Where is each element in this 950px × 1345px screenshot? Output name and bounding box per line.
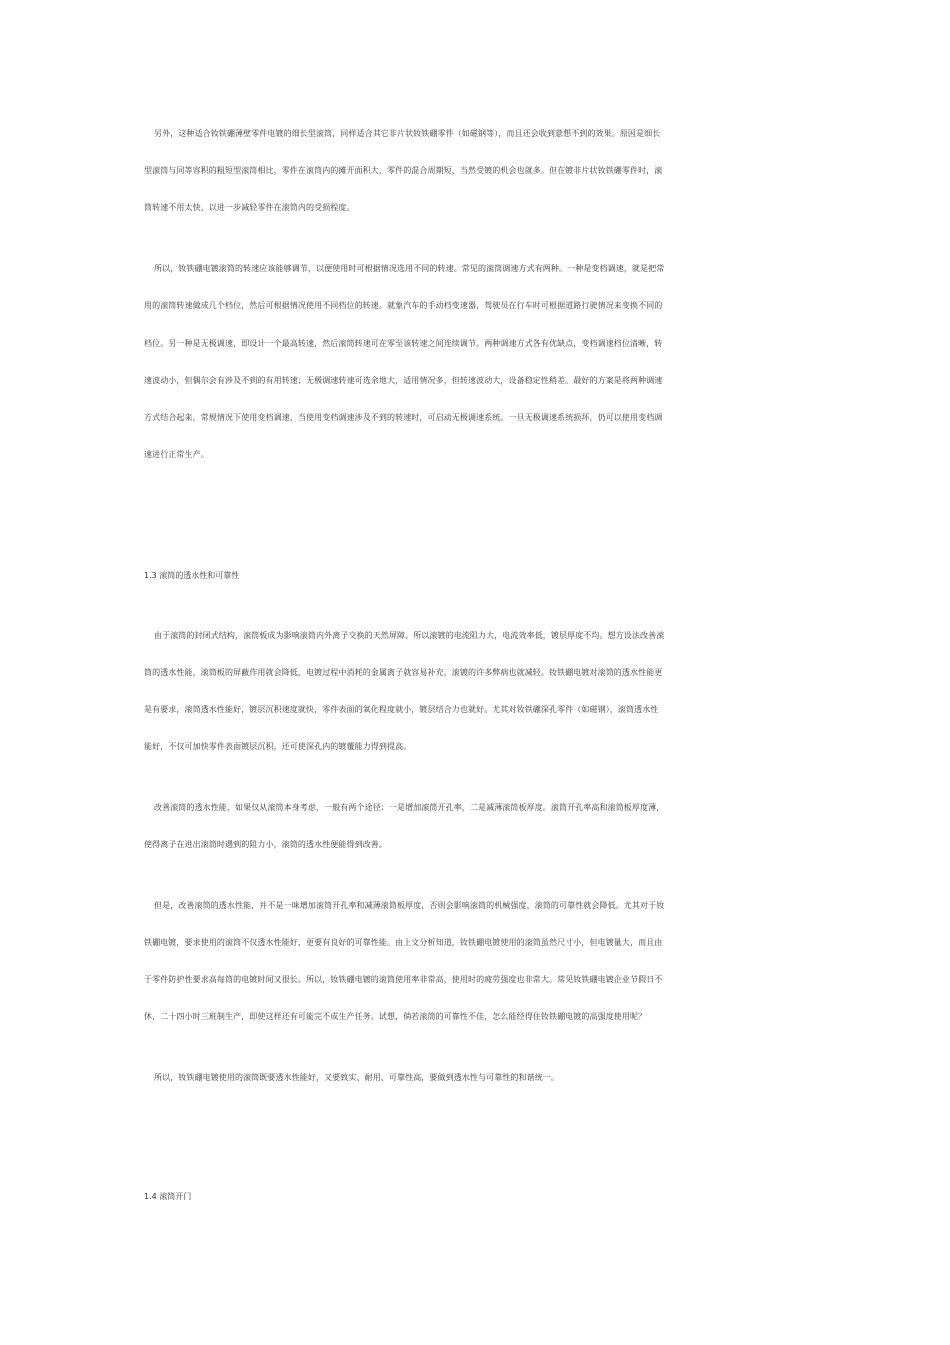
- paragraph-1-line-2: 型滚筒与同等容积的粗短型滚筒相比，零件在滚筒内的摊开面积大，零件的混合周期短，当然受镀的机会也就多。但在镀非片状钕铁硼零件时，滚: [144, 166, 663, 175]
- paragraph-2-line-4: 速波动小，但偶尔会有涉及不到的有用转速；无极调速转速可选余地大，适用情况多，但转速波动大，设备稳定性稍差。最好的方案是将两种调速: [144, 376, 663, 385]
- paragraph-4-line-1: 改善滚筒的透水性能，如果仅从滚筒本身考虑，一般有两个途径：一是增加滚筒开孔率，二是减薄滚筒板厚度。滚筒开孔率高和滚筒板厚度薄，: [154, 803, 665, 812]
- paragraph-1-line-1: 另外，这种适合钕铁硼薄壁零件电镀的细长型滚筒，同样适合其它非片状钕铁硼零件（如磁钢等），而且还会收到意想不到的效果。原因是细长: [154, 129, 661, 138]
- paragraph-2-line-3: 档位。另一种是无极调速，即设计一个最高转速，然后滚筒转速可在零至该转速之间连续调节。两种调速方式各有优缺点，变档调速档位清晰，转: [144, 339, 663, 348]
- paragraph-3-line-4: 能好，不仅可加快零件表面镀层沉积，还可使深孔内的镀覆能力得到提高。: [144, 742, 412, 751]
- paragraph-5-line-3: 于零件防护性要求高每筒的电镀时间又很长。所以，钕铁硼电镀的滚筒使用率非常高，使用时的疲劳强度也非常大。常见钕铁硼电镀企业节假日不: [144, 975, 663, 984]
- paragraph-2-line-1: 所以，钕铁硼电镀滚筒的转速应该能够调节，以便使用时可根据情况选用不同的转速。常见的滚筒调速方式有两种。一种是变档调速，就是把常: [154, 264, 665, 273]
- paragraph-2-line-5: 方式结合起来，常规情况下使用变档调速，当使用变档调速涉及不到的转速时，可启动无极调速系统。一旦无极调速系统损坏，仍可以使用变档调: [144, 413, 663, 422]
- paragraph-3-line-2: 筒的透水性能，滚筒板的屏蔽作用就会降低，电镀过程中消耗的金属离子就容易补充，滚镀的许多弊病也就减轻。钕铁硼电镀对滚筒的透水性能更: [144, 668, 663, 677]
- section-heading-1-4: 1.4 滚筒开门: [144, 1192, 192, 1201]
- paragraph-6-line-1: 所以，钕铁硼电镀使用的滚筒既要透水性能好，又要致实、耐用、可靠性高，要做到透水性与可靠性的和谐统一。: [154, 1073, 559, 1082]
- paragraph-3-line-3: 是有要求，滚筒透水性能好，镀层沉积速度就快，零件表面的氧化程度就小，镀层结合力也就好。尤其对钕铁硼深孔零件（如磁钢），滚筒透水性: [144, 705, 659, 714]
- section-heading-1-3: 1.3 滚筒的透水性和可靠性: [144, 571, 240, 580]
- paragraph-5-line-4: 休，二十四小时三班制生产，即使这样还有可能完不成生产任务。试想，倘若滚筒的可靠性不佳，怎么能经得住钕铁硼电镀的高强度使用呢？: [144, 1012, 647, 1021]
- paragraph-5-line-2: 铁硼电镀，要求使用的滚筒不仅透水性能好，更要有良好的可靠性能。由上文分析知道，钕铁硼电镀使用的滚筒虽然尺寸小，但电镀量大，而且由: [144, 938, 663, 947]
- paragraph-2-line-6: 速进行正常生产。: [144, 450, 209, 459]
- paragraph-3-line-1: 由于滚筒的封闭式结构，滚筒板成为影响滚筒内外离子交换的天然屏障。所以滚镀的电流阻力大，电流效率低，镀层厚度不均。想方设法改善滚: [154, 631, 665, 640]
- paragraph-5-line-1: 但是，改善滚筒的透水性能，并不是一味增加滚筒开孔率和减薄滚筒板厚度，否则会影响滚筒的机械强度，滚筒的可靠性就会降低。尤其对于钕: [154, 901, 665, 910]
- paragraph-4-line-2: 使得离子在进出滚筒时遇到的阻力小，滚筒的透水性便能得到改善。: [144, 840, 387, 849]
- paragraph-2-line-2: 用的滚筒转速做成几个档位，然后可根据情况使用不同档位的转速。就象汽车的手动档变速器，驾驶员在行车时可根据道路行驶情况来变换不同的: [144, 301, 663, 310]
- paragraph-1-line-3: 筒转速不用太快，以进一步减轻零件在滚筒内的受损程度。: [144, 203, 355, 212]
